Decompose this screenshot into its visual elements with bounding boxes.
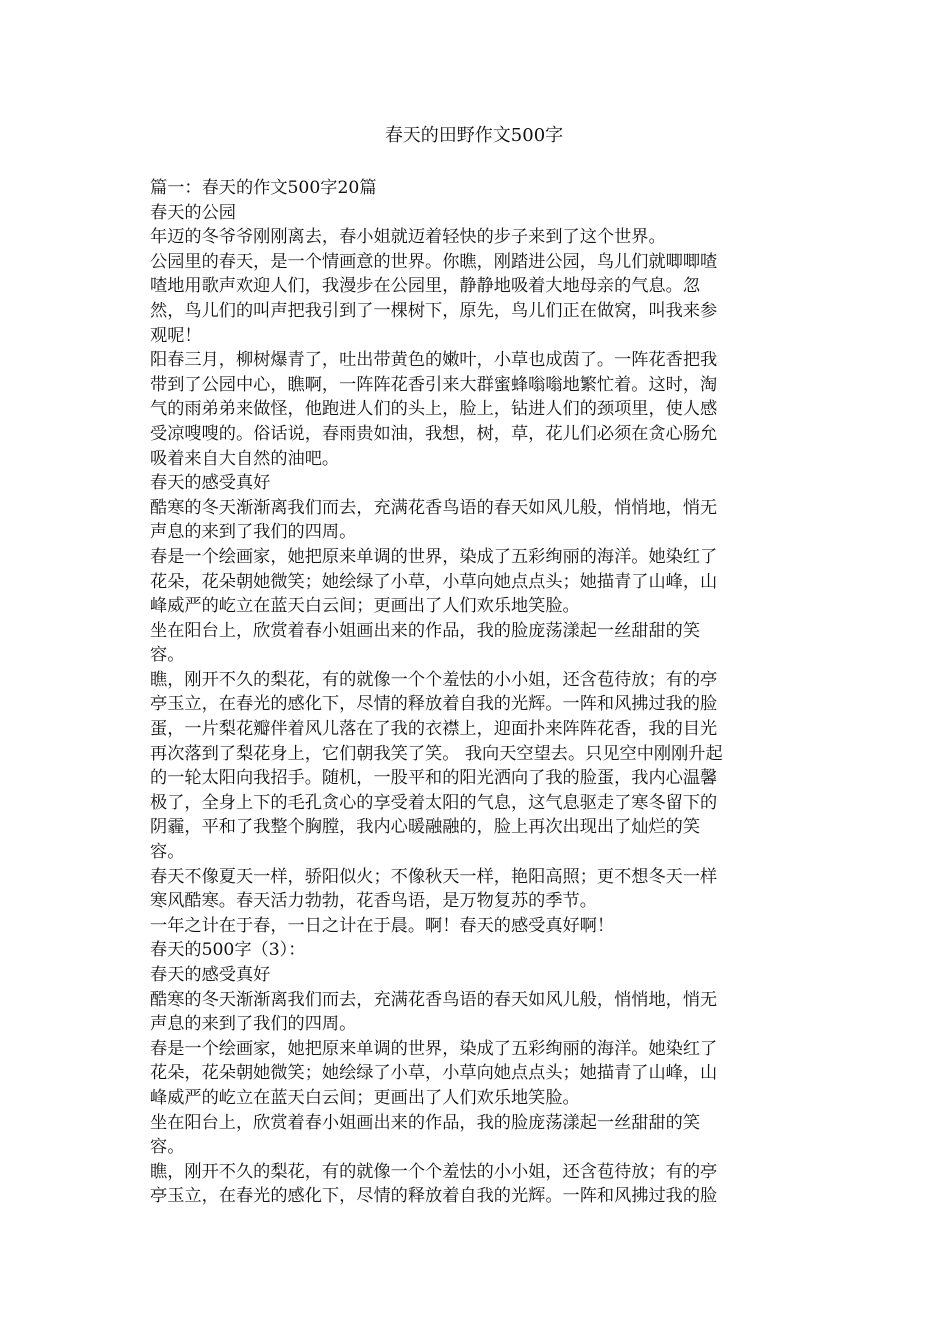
text-line: 花朵，花朵朝她微笑；她绘绿了小草，小草向她点点头；她描青了山峰，山 xyxy=(150,1063,718,1084)
text-line: 春天的感受真好 xyxy=(150,473,271,494)
text-line: 寒风酷寒。春天活力勃勃，花香鸟语，是万物复苏的季节。 xyxy=(150,891,597,912)
document-title: 春天的田野作文500字 xyxy=(384,125,564,146)
text-line: 峰威严的屹立在蓝天白云间；更画出了人们欢乐地笑脸。 xyxy=(150,1087,580,1108)
text-line: 公园里的春天，是一个情画意的世界。你瞧，刚踏进公园，鸟儿们就唧唧喳 xyxy=(150,251,718,272)
text-line: 春是一个绘画家，她把原来单调的世界，染成了五彩绚丽的海洋。她染红了 xyxy=(150,546,718,567)
text-line: 极了，全身上下的毛孔贪心的享受着太阳的气息，这气息驱走了寒冬留下的 xyxy=(150,792,718,813)
text-line: 春是一个绘画家，她把原来单调的世界，染成了五彩绚丽的海洋。她染红了 xyxy=(150,1038,718,1059)
text-line: 阴霾，平和了我整个胸膛，我内心暖融融的，脸上再次出现出了灿烂的笑 xyxy=(150,817,701,838)
document-body xyxy=(150,176,790,1209)
text-line: 年迈的冬爷爷刚刚离去，春小姐就迈着轻快的步子来到了这个世界。 xyxy=(150,227,666,248)
text-line: 春天的感受真好 xyxy=(150,965,271,985)
text-line: 坐在阳台上，欣赏着春小姐画出来的作品，我的脸庞荡漾起一丝甜甜的笑 xyxy=(150,1112,701,1133)
text-line: 亭玉立，在春光的感化下，尽情的释放着自我的光辉。一阵和风拂过我的脸 xyxy=(150,1186,718,1207)
text-line: 蛋，一片梨花瓣伴着风儿落在了我的衣襟上，迎面扑来阵阵花香，我的目光 xyxy=(150,719,718,740)
text-line: 喳地用歌声欢迎人们，我漫步在公园里，静静地吸着大地母亲的气息。忽 xyxy=(150,276,701,297)
text-line: 瞧，刚开不久的梨花，有的就像一个个羞怯的小小姐，还含苞待放；有的亭 xyxy=(150,1161,718,1182)
text-line: 声息的来到了我们的四周。 xyxy=(150,1014,357,1035)
text-line: 一年之计在于春，一日之计在于晨。啊！春天的感受真好啊！ xyxy=(150,915,615,936)
text-line: 春天的500字（3）： xyxy=(150,940,306,961)
text-line: 再次落到了梨花身上，它们朝我笑了笑。 我向天空望去。只见空中刚刚升起 xyxy=(150,743,723,764)
text-line: 花朵，花朵朝她微笑；她绘绿了小草，小草向她点点头；她描青了山峰，山 xyxy=(150,571,718,592)
text-line: 的一轮太阳向我招手。随机，一股平和的阳光洒向了我的脸蛋，我内心温馨 xyxy=(150,768,718,789)
text-line: 观呢！ xyxy=(150,325,202,346)
text-line: 篇一：春天的作文500字20篇 xyxy=(150,178,377,198)
text-line: 酷寒的冬天渐渐离我们而去，充满花香鸟语的春天如风儿般，悄悄地，悄无 xyxy=(150,989,718,1010)
text-line: 亭玉立，在春光的感化下，尽情的释放着自我的光辉。一阵和风拂过我的脸 xyxy=(150,694,718,715)
text-line: 受凉嗖嗖的。俗话说，春雨贵如油，我想，树，草，花儿们必须在贪心肠允 xyxy=(150,423,718,444)
text-line: 酷寒的冬天渐渐离我们而去，充满花香鸟语的春天如风儿般，悄悄地，悄无 xyxy=(150,497,718,518)
document-page xyxy=(150,122,790,1209)
text-line: 坐在阳台上，欣赏着春小姐画出来的作品，我的脸庞荡漾起一丝甜甜的笑 xyxy=(150,620,701,641)
text-line: 春天的公园 xyxy=(150,202,236,223)
text-line: 吸着来自大自然的油吧。 xyxy=(150,448,340,469)
text-line: 瞧，刚开不久的梨花，有的就像一个个羞怯的小小姐，还含苞待放；有的亭 xyxy=(150,669,718,690)
text-line: 春天不像夏天一样，骄阳似火；不像秋天一样，艳阳高照；更不想冬天一样 xyxy=(150,866,718,887)
text-line: 气的雨弟弟来做怪，他跑进人们的头上，脸上，钻进人们的颈项里，使人感 xyxy=(150,399,718,420)
text-line: 然，鸟儿们的叫声把我引到了一棵树下，原先，鸟儿们正在做窝，叫我来参 xyxy=(150,300,718,321)
text-line: 容。 xyxy=(150,842,185,863)
text-line: 带到了公园中心，瞧啊，一阵阵花香引来大群蜜蜂嗡嗡地繁忙着。这时，淘 xyxy=(150,374,718,395)
text-line: 峰威严的屹立在蓝天白云间；更画出了人们欢乐地笑脸。 xyxy=(150,596,580,617)
text-line: 声息的来到了我们的四周。 xyxy=(150,522,357,543)
text-line: 容。 xyxy=(150,645,185,666)
text-line: 阳春三月，柳树爆青了，吐出带黄色的嫩叶，小草也成茵了。一阵花香把我 xyxy=(150,350,718,371)
text-line: 容。 xyxy=(150,1137,185,1158)
